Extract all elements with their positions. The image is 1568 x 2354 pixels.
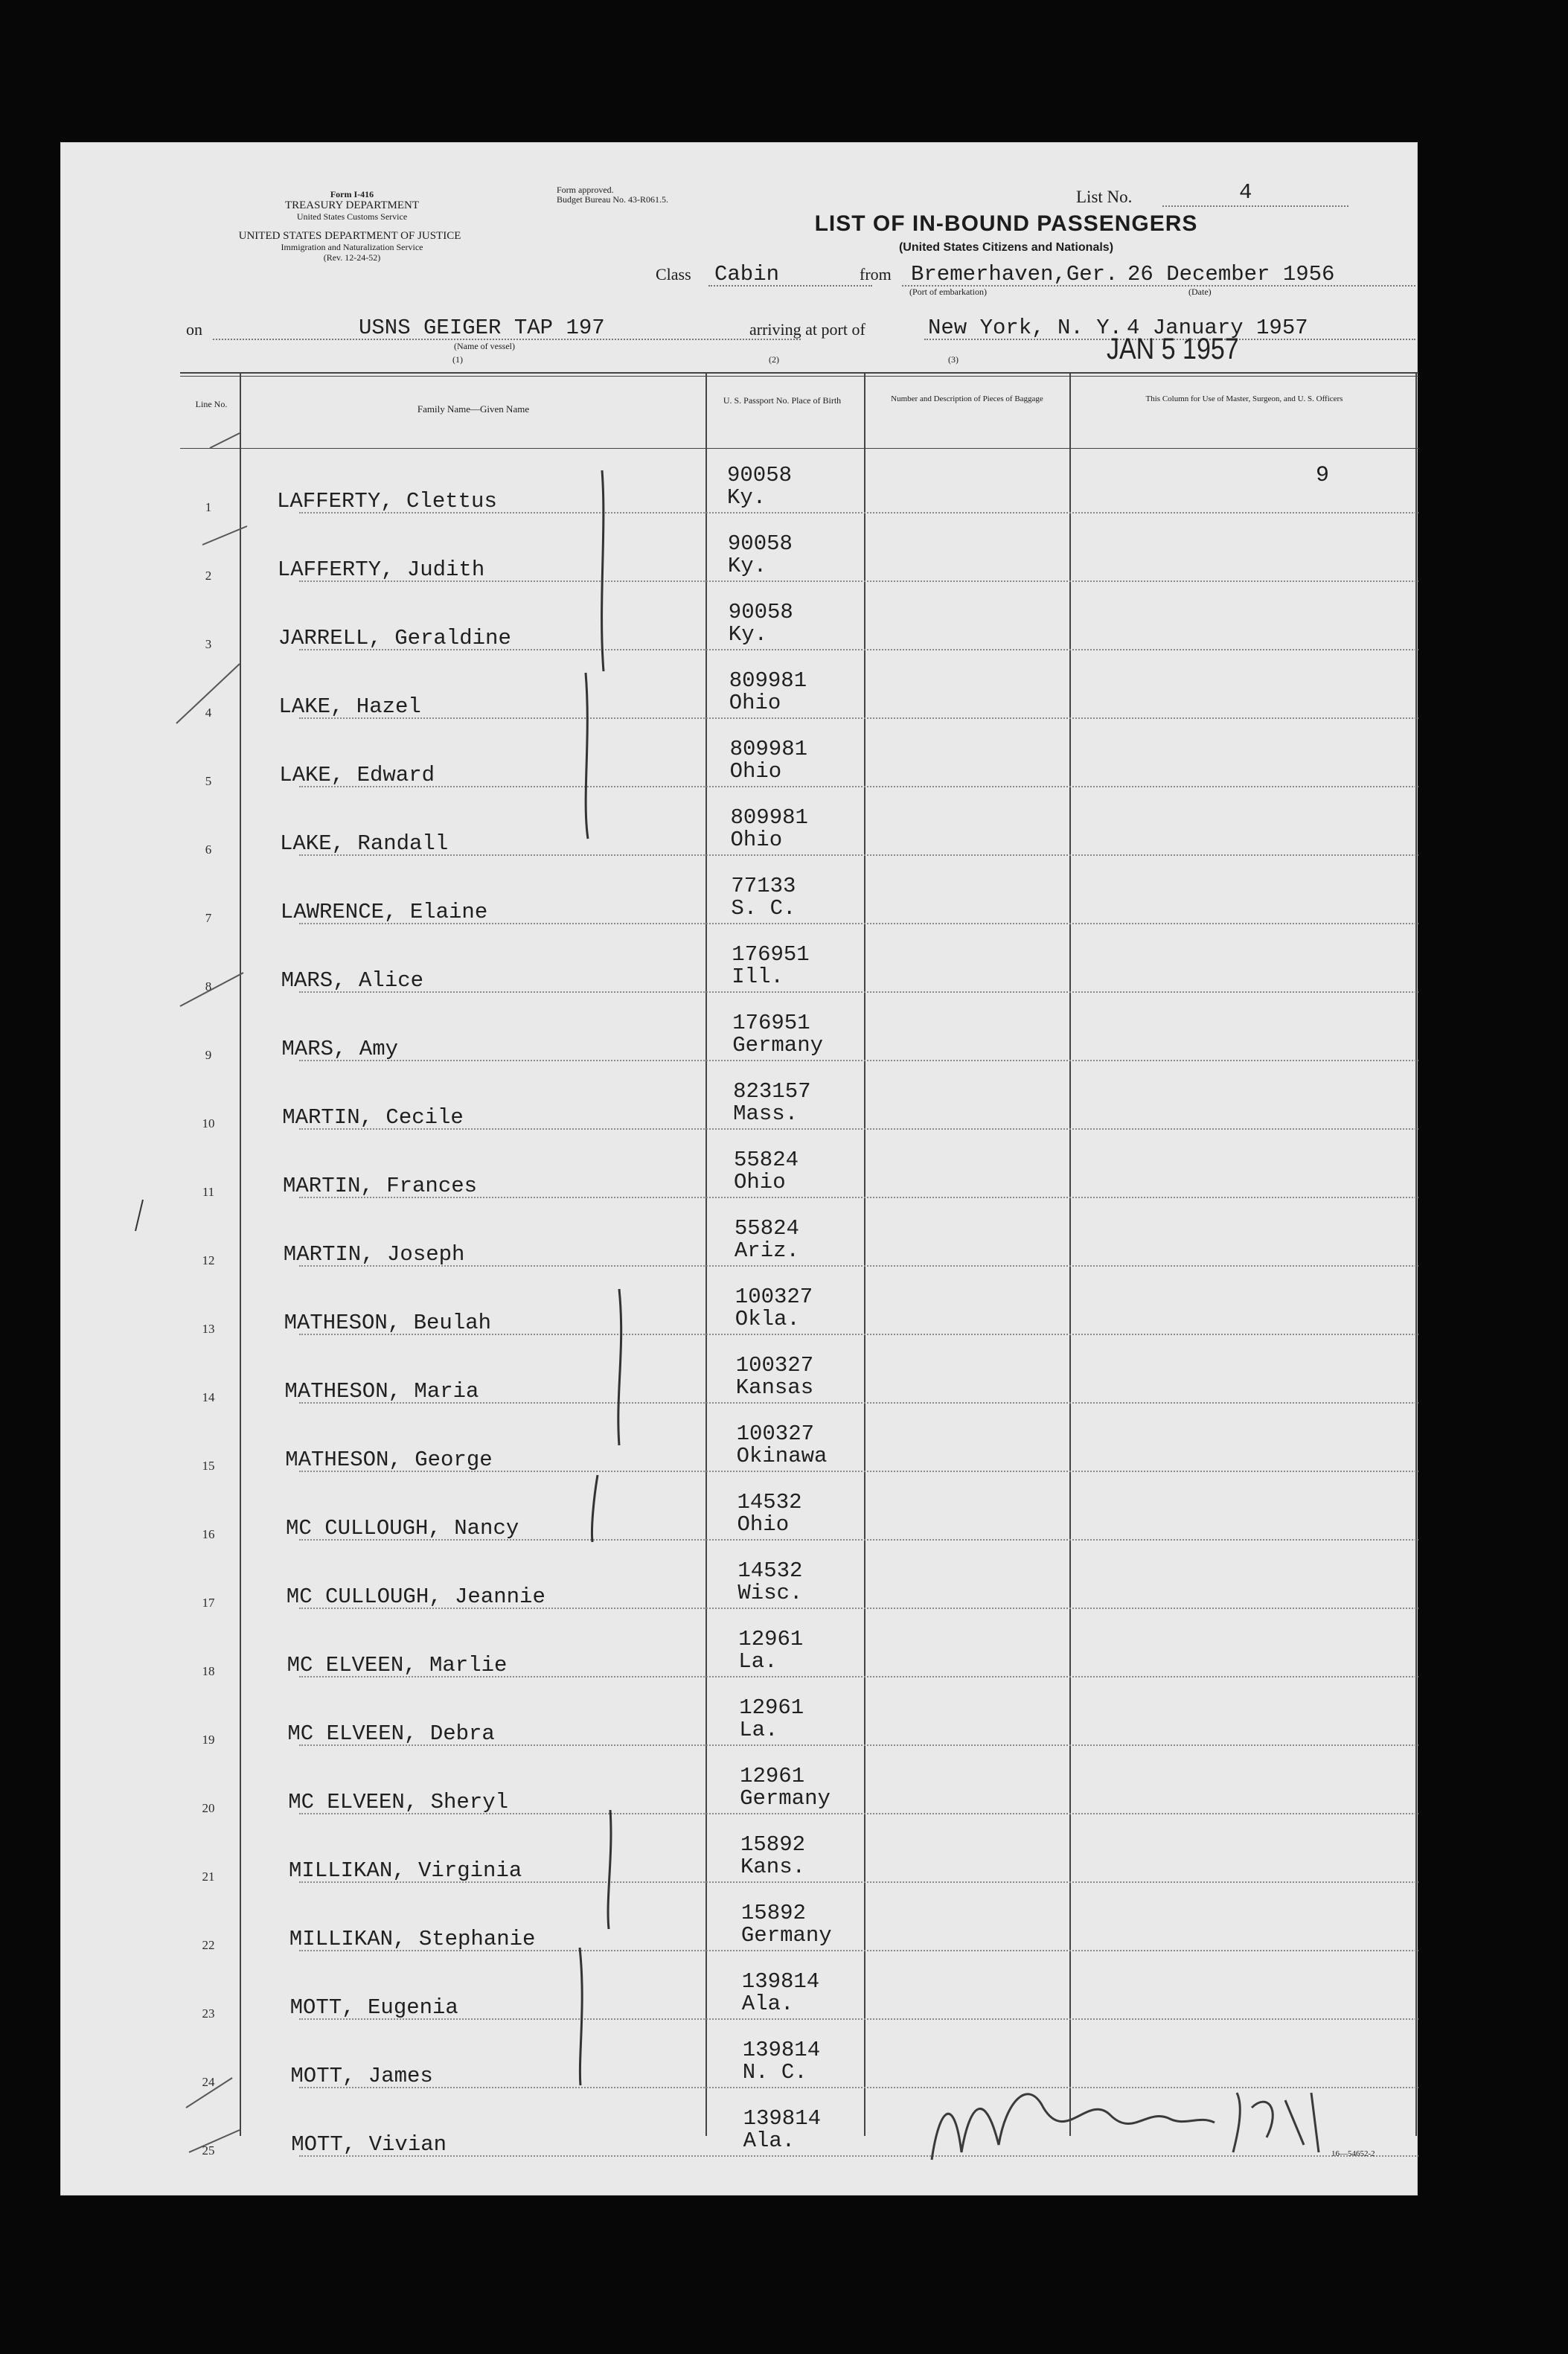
line-number: 16 bbox=[202, 1527, 215, 1541]
line-number: 5 bbox=[205, 774, 212, 788]
date-caption: (Date) bbox=[1188, 287, 1212, 297]
passport-number: 823157 bbox=[733, 1079, 811, 1104]
place-of-birth: Germany bbox=[740, 1923, 832, 1948]
passport-number: 809981 bbox=[729, 668, 807, 693]
passenger-name: MATHESON, Maria bbox=[284, 1379, 479, 1404]
vessel-name: USNS GEIGER TAP 197 bbox=[359, 316, 605, 340]
port-of-embarkation: Bremerhaven,Ger. bbox=[911, 262, 1119, 287]
list-no-label: List No. bbox=[1076, 188, 1133, 206]
passenger-name: LAFFERTY, Clettus bbox=[277, 489, 497, 514]
column-header-line-no: Line No. bbox=[195, 399, 228, 409]
passport-number: 100327 bbox=[735, 1353, 814, 1378]
line-number: 2 bbox=[205, 569, 212, 583]
column-number-1: (1) bbox=[452, 354, 463, 365]
place-of-birth: Ohio bbox=[730, 828, 783, 852]
line-number: 3 bbox=[205, 637, 212, 651]
line-number: 25 bbox=[202, 2143, 215, 2158]
passport-number: 90058 bbox=[727, 531, 793, 556]
passport-number: 12961 bbox=[740, 1764, 805, 1788]
passenger-name: MARTIN, Frances bbox=[283, 1174, 478, 1198]
place-of-birth: Ky. bbox=[727, 554, 767, 578]
line-number: 12 bbox=[202, 1253, 215, 1267]
arrival-port: New York, N. Y. bbox=[928, 316, 1123, 340]
passport-number: 14532 bbox=[737, 1490, 802, 1515]
place-of-birth: Germany bbox=[732, 1033, 824, 1058]
passenger-name: LAKE, Hazel bbox=[278, 694, 421, 719]
place-of-birth: Germany bbox=[740, 1786, 831, 1811]
line-number: 19 bbox=[202, 1733, 215, 1747]
place-of-birth: Ariz. bbox=[734, 1238, 799, 1263]
place-of-birth: Okla. bbox=[735, 1307, 800, 1331]
passenger-name: MC ELVEEN, Debra bbox=[287, 1721, 495, 1746]
passport-number: 100327 bbox=[735, 1285, 813, 1309]
signature-text: W. Peterson 7:20 A bbox=[917, 2063, 923, 2064]
passenger-name: LAWRENCE, Elaine bbox=[280, 900, 488, 924]
budget-bureau: Budget Bureau No. 43-R061.5. bbox=[557, 194, 668, 205]
passport-number: 15892 bbox=[740, 1901, 806, 1925]
passport-number: 15892 bbox=[740, 1832, 806, 1857]
passenger-name: LAKE, Randall bbox=[280, 831, 449, 856]
column-number-3: (3) bbox=[948, 354, 959, 365]
line-number: 22 bbox=[202, 1938, 215, 1952]
line-number: 4 bbox=[205, 706, 212, 720]
line-number: 1 bbox=[205, 500, 212, 514]
line-number: 6 bbox=[205, 842, 212, 857]
line-number: 8 bbox=[205, 979, 212, 994]
passenger-name: MC ELVEEN, Sheryl bbox=[288, 1790, 509, 1814]
passport-number: 809981 bbox=[730, 805, 808, 830]
passenger-name: MC ELVEEN, Marlie bbox=[287, 1653, 508, 1677]
on-label: on bbox=[186, 320, 202, 339]
line-number: 23 bbox=[202, 2006, 215, 2021]
column-header-name: Family Name—Given Name bbox=[417, 403, 530, 415]
line-number: 11 bbox=[202, 1185, 215, 1199]
pencil-annotations bbox=[61, 143, 1417, 2195]
revision: (Rev. 12-24-52) bbox=[323, 252, 381, 263]
port-embarkation-caption: (Port of embarkation) bbox=[909, 287, 987, 297]
class-value: Cabin bbox=[714, 262, 780, 287]
place-of-birth: Ky. bbox=[728, 622, 768, 647]
passport-number: 12961 bbox=[739, 1695, 804, 1720]
line-number: 17 bbox=[202, 1596, 215, 1610]
passenger-name: MATHESON, Beulah bbox=[284, 1311, 492, 1335]
passport-number: 176951 bbox=[732, 942, 810, 967]
passenger-name: MC CULLOUGH, Nancy bbox=[286, 1516, 519, 1541]
passenger-name: MARS, Alice bbox=[281, 968, 424, 993]
from-label: from bbox=[860, 265, 892, 284]
passenger-name: MATHESON, George bbox=[285, 1448, 493, 1472]
place-of-birth: Ohio bbox=[734, 1170, 786, 1194]
passport-number: 139814 bbox=[743, 2106, 822, 2131]
line-number: 18 bbox=[202, 1664, 215, 1678]
place-of-birth: La. bbox=[738, 1649, 778, 1674]
passport-number: 809981 bbox=[729, 737, 808, 761]
passport-number: 90058 bbox=[728, 600, 793, 624]
arriving-label: arriving at port of bbox=[749, 320, 865, 339]
passenger-name: MOTT, Vivian bbox=[291, 2132, 447, 2157]
place-of-birth: Ky. bbox=[727, 485, 767, 510]
place-of-birth: Ala. bbox=[741, 1992, 794, 2016]
column-number-2: (2) bbox=[769, 354, 779, 365]
place-of-birth: Ala. bbox=[743, 2128, 796, 2153]
passport-number: 55824 bbox=[734, 1148, 799, 1172]
passport-number: 176951 bbox=[732, 1011, 810, 1035]
place-of-birth: Ohio bbox=[729, 691, 781, 715]
line-number: 10 bbox=[202, 1116, 215, 1130]
passenger-name: MILLIKAN, Stephanie bbox=[289, 1927, 536, 1951]
ins-service: Immigration and Naturalization Service bbox=[281, 242, 423, 252]
departure-date: 26 December 1956 bbox=[1127, 262, 1335, 287]
place-of-birth: La. bbox=[739, 1718, 778, 1742]
place-of-birth: Kans. bbox=[740, 1855, 806, 1879]
passenger-name: MOTT, James bbox=[290, 2064, 433, 2088]
passenger-name: MARS, Amy bbox=[281, 1037, 399, 1061]
form-subtitle: (United States Citizens and Nationals) bbox=[898, 241, 1114, 254]
line-number: 20 bbox=[202, 1801, 215, 1815]
passport-number: 139814 bbox=[741, 1969, 820, 1994]
passenger-name: MOTT, Eugenia bbox=[289, 1995, 458, 2020]
vessel-caption: (Name of vessel) bbox=[454, 341, 515, 351]
passport-number: 12961 bbox=[738, 1627, 804, 1651]
department-of-justice: UNITED STATES DEPARTMENT OF JUSTICE bbox=[238, 230, 461, 242]
arrival-stamp: JAN 5 1957 bbox=[1107, 333, 1239, 365]
passenger-name: MARTIN, Joseph bbox=[283, 1242, 465, 1267]
officer-signature bbox=[917, 2063, 1334, 2182]
customs-service: United States Customs Service bbox=[296, 211, 408, 222]
line-number: 24 bbox=[202, 2075, 215, 2089]
line-number: 21 bbox=[202, 1870, 215, 1884]
column-header-baggage: Number and Description of Pieces of Baggage bbox=[891, 394, 1043, 403]
column-header-officers: This Column for Use of Master, Surgeon, and U. S. Officers bbox=[1145, 394, 1343, 403]
passenger-name: MILLIKAN, Virginia bbox=[289, 1858, 522, 1883]
place-of-birth: Okinawa bbox=[736, 1444, 828, 1468]
line-number: 7 bbox=[205, 911, 212, 925]
list-no-value: 4 bbox=[1239, 180, 1252, 205]
place-of-birth: Ill. bbox=[732, 965, 784, 989]
line-number: 13 bbox=[202, 1322, 215, 1336]
passport-number: 139814 bbox=[742, 2038, 821, 2062]
passport-number: 90058 bbox=[727, 463, 793, 487]
form-title: LIST OF IN-BOUND PASSENGERS bbox=[814, 211, 1198, 236]
column-header-passport: U. S. Passport No. Place of Birth bbox=[723, 395, 842, 406]
passenger-list-page bbox=[60, 142, 1418, 2195]
officer-mark: 9 bbox=[1316, 463, 1330, 488]
place-of-birth: Mass. bbox=[733, 1101, 799, 1126]
line-number: 15 bbox=[202, 1459, 215, 1473]
passenger-name: LAKE, Edward bbox=[279, 763, 435, 787]
treasury-department: TREASURY DEPARTMENT bbox=[284, 199, 420, 211]
passport-number: 100327 bbox=[736, 1421, 815, 1446]
passport-number: 55824 bbox=[734, 1216, 799, 1241]
place-of-birth: Kansas bbox=[735, 1375, 814, 1400]
place-of-birth: Wisc. bbox=[737, 1581, 803, 1605]
place-of-birth: Ohio bbox=[737, 1512, 790, 1537]
passport-number: 77133 bbox=[731, 874, 796, 898]
form-approved: Form approved. bbox=[557, 185, 614, 195]
place-of-birth: Ohio bbox=[729, 759, 782, 784]
footer-code: 16—54652-2 bbox=[1331, 2149, 1375, 2158]
passenger-name: JARRELL, Geraldine bbox=[278, 626, 511, 650]
line-number: 9 bbox=[205, 1048, 212, 1062]
passenger-name: MARTIN, Cecile bbox=[282, 1105, 464, 1130]
passport-number: 14532 bbox=[737, 1558, 803, 1583]
passenger-name: MC CULLOUGH, Jeannie bbox=[286, 1584, 545, 1609]
line-number: 14 bbox=[202, 1390, 215, 1404]
form-number: Form I-416 bbox=[330, 189, 374, 199]
class-label: Class bbox=[656, 265, 691, 284]
passenger-name: LAFFERTY, Judith bbox=[277, 557, 485, 582]
arrival-date: 4 January 1957 bbox=[1127, 316, 1308, 340]
place-of-birth: S. C. bbox=[731, 896, 796, 921]
place-of-birth: N. C. bbox=[742, 2060, 807, 2085]
